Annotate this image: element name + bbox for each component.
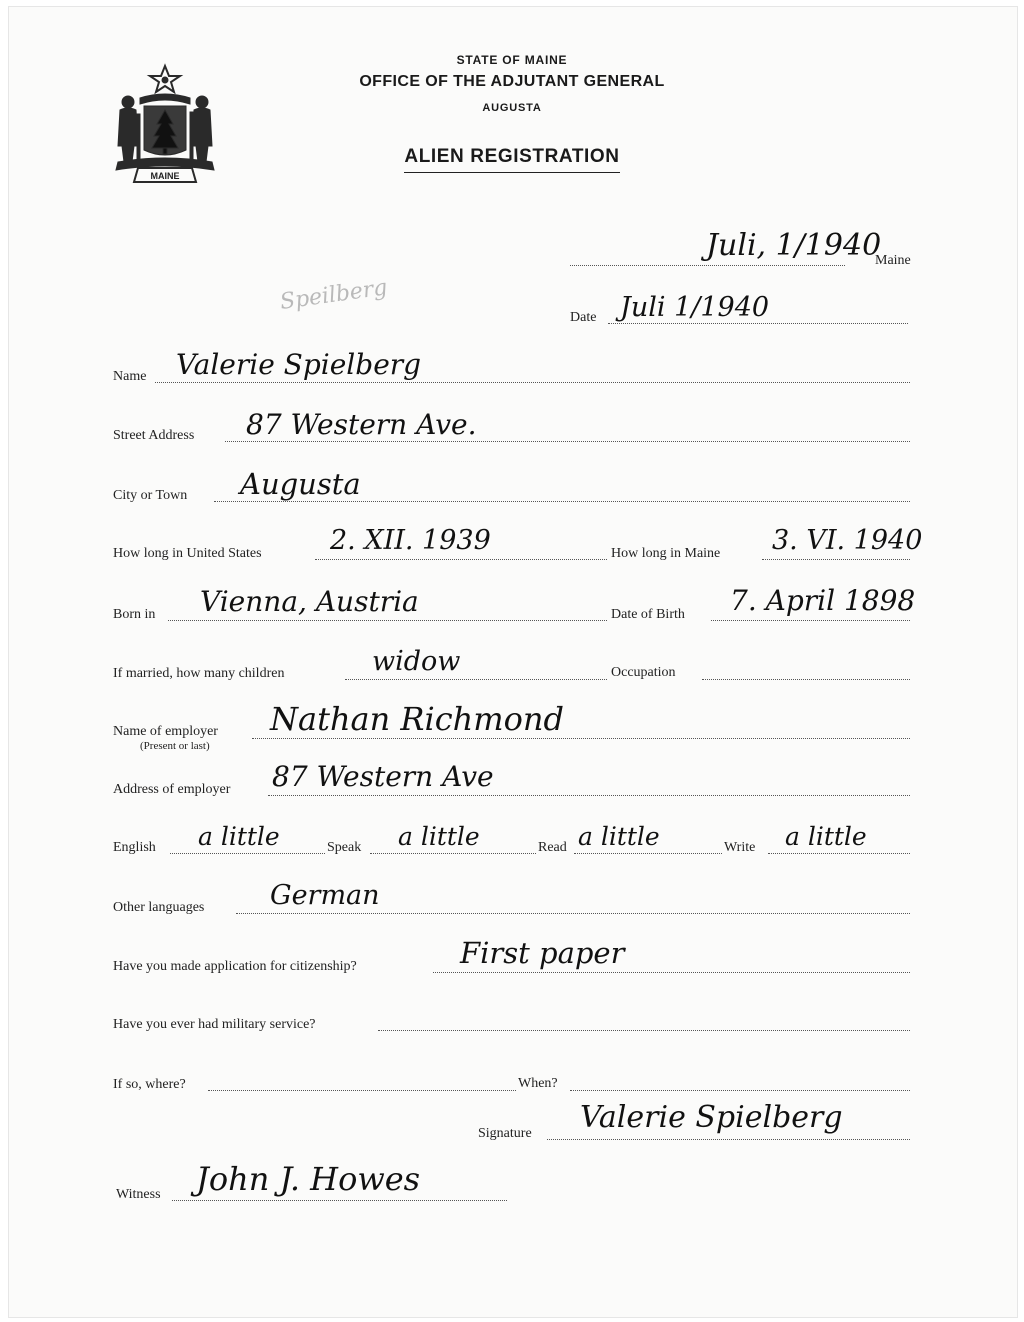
registration-form	[8, 6, 1018, 1318]
city-line	[214, 501, 910, 502]
born-line	[168, 620, 607, 621]
speak-value: a little	[398, 822, 480, 851]
form-title: ALIEN REGISTRATION	[404, 146, 619, 173]
employer-address-line	[268, 795, 910, 796]
office-heading: OFFICE OF THE ADJUTANT GENERAL	[359, 73, 665, 90]
employer-address-label: Address of employer	[113, 782, 231, 797]
place-suffix: Maine	[875, 253, 911, 268]
english-line	[170, 853, 325, 854]
employer-sublabel: (Present or last)	[140, 740, 210, 752]
where-line	[208, 1090, 516, 1091]
place-line	[570, 265, 845, 266]
city-value: Augusta	[240, 467, 361, 501]
date-line	[608, 323, 908, 324]
us-line	[315, 559, 607, 560]
occupation-line	[702, 679, 910, 680]
english-label: English	[113, 840, 156, 855]
english-value: a little	[198, 822, 280, 851]
write-label: Write	[724, 840, 756, 855]
when-label: When?	[518, 1076, 558, 1091]
children-line	[345, 679, 607, 680]
faint-note: Speilberg	[278, 275, 389, 315]
street-label: Street Address	[113, 428, 195, 443]
date-value: Juli 1/1940	[620, 292, 770, 323]
citizenship-label: Have you made application for citizenship?	[113, 959, 357, 974]
street-value: 87 Western Ave.	[246, 408, 477, 441]
street-line	[225, 441, 910, 442]
other-languages-value: German	[270, 880, 380, 911]
us-value: 2. XII. 1939	[330, 525, 491, 556]
born-value: Vienna, Austria	[200, 585, 419, 618]
date-label: Date	[570, 310, 597, 325]
read-label: Read	[538, 840, 567, 855]
born-label: Born in	[113, 607, 156, 622]
signature-value: Valerie Spielberg	[580, 1100, 843, 1135]
when-line	[570, 1090, 910, 1091]
citizenship-line	[433, 972, 910, 973]
write-line	[768, 853, 910, 854]
city-label: City or Town	[113, 488, 188, 503]
state-heading: STATE OF MAINE	[456, 53, 568, 67]
employer-address-value: 87 Western Ave	[272, 760, 494, 793]
employer-line	[252, 738, 910, 739]
speak-label: Speak	[327, 840, 362, 855]
write-value: a little	[785, 822, 867, 851]
children-label: If married, how many children	[113, 666, 285, 681]
citizenship-value: First paper	[460, 936, 625, 970]
name-line	[155, 382, 910, 383]
us-label: How long in United States	[113, 546, 262, 561]
witness-value: John J. Howes	[196, 1160, 421, 1198]
employer-label: Name of employer	[113, 724, 218, 739]
name-value: Valerie Spielberg	[176, 348, 422, 381]
dob-line	[711, 620, 910, 621]
seal-text: MAINE	[150, 171, 180, 181]
maine-label: How long in Maine	[611, 546, 721, 561]
occupation-label: Occupation	[611, 665, 676, 680]
signature-line	[547, 1139, 910, 1140]
other-languages-line	[236, 913, 910, 914]
children-value: widow	[372, 646, 461, 677]
place-value: Juli, 1/1940	[706, 228, 882, 263]
maine-line	[762, 559, 910, 560]
speak-line	[370, 853, 536, 854]
name-label: Name	[113, 369, 147, 384]
dob-value: 7. April 1898	[730, 584, 916, 617]
read-value: a little	[578, 822, 660, 851]
read-line	[574, 853, 722, 854]
witness-line	[172, 1200, 507, 1201]
signature-label: Signature	[478, 1126, 532, 1141]
military-label: Have you ever had military service?	[113, 1017, 316, 1032]
where-label: If so, where?	[113, 1077, 186, 1092]
military-line	[378, 1030, 910, 1031]
employer-value: Nathan Richmond	[270, 700, 564, 738]
maine-value: 3. VI. 1940	[772, 525, 923, 556]
witness-label: Witness	[116, 1187, 161, 1202]
city-heading: AUGUSTA	[482, 102, 542, 114]
other-languages-label: Other languages	[113, 900, 205, 915]
dob-label: Date of Birth	[611, 607, 685, 622]
